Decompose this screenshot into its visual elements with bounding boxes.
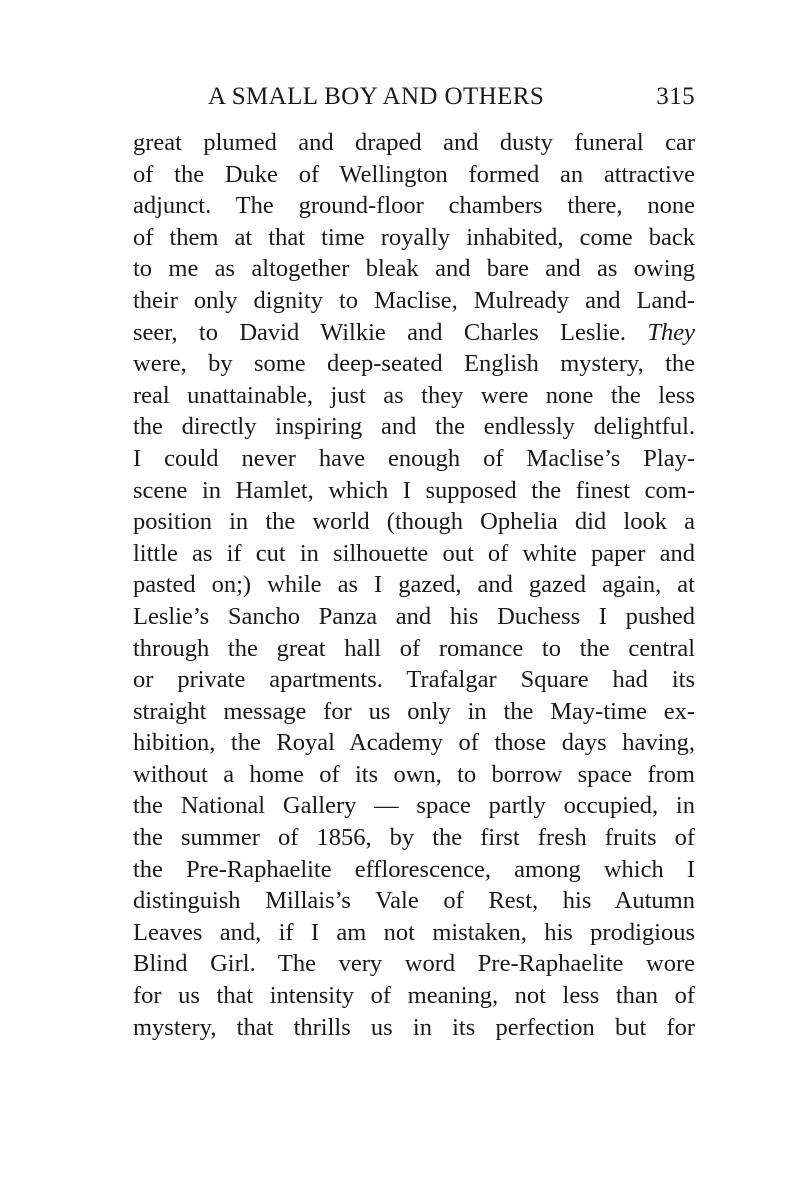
text-line: their only dignity to Maclise, Mulready and Land- [133, 286, 695, 314]
text-line: for us that intensity of meaning, not less than of [133, 982, 695, 1010]
text-line: pasted on;) while as I gazed, and gazed again, at [133, 571, 695, 599]
text-line: hibition, the Royal Academy of those days having, [133, 729, 695, 757]
text-line: Blind Girl. The very word Pre-Raphaelite wore [133, 950, 695, 978]
emphasized-word: They [647, 318, 695, 346]
body-text [133, 127, 695, 1043]
text-line: without a home of its own, to borrow space from [133, 760, 695, 788]
text-line: straight message for us only in the May-time ex- [133, 697, 695, 725]
book-title: A SMALL BOY AND OTHERS [208, 83, 545, 110]
text-line: position in the world (though Ophelia did look a [133, 508, 695, 536]
text-line: I could never have enough of Maclise’s Play- [133, 444, 695, 472]
text-line: of them at that time royally inhabited, come back [133, 223, 695, 251]
text-line: adjunct. The ground-floor chambers there, none [133, 192, 695, 220]
text-line: distinguish Millais’s Vale of Rest, his Autumn [133, 887, 695, 915]
text-line: great plumed and draped and dusty funeral car [133, 129, 695, 156]
text-line: the National Gallery — space partly occupied, in [133, 792, 695, 820]
text-line: the directly inspiring and the endlessly delightful. [133, 413, 695, 441]
text-line [133, 317, 695, 349]
text-segment: seer, to David Wilkie and Charles Leslie. [133, 318, 627, 346]
text-line: the summer of 1856, by the first fresh fruits of [133, 824, 695, 852]
text-line: Leaves and, if I am not mistaken, his prodigious [133, 918, 695, 946]
text-line: the Pre-Raphaelite efflorescence, among which I [133, 855, 695, 883]
text-line: were, by some deep-seated English mystery, the [133, 350, 695, 378]
text-line: Leslie’s Sancho Panza and his Duchess I pushed [133, 602, 695, 630]
running-head [133, 80, 695, 114]
text-line: through the great hall of romance to the central [133, 634, 695, 662]
text-line: to me as altogether bleak and bare and as owing [133, 255, 695, 283]
page-number: 315 [656, 83, 695, 110]
text-line: scene in Hamlet, which I supposed the finest com- [133, 476, 695, 504]
text-line: mystery, that thrills us in its perfection but for [133, 1013, 695, 1041]
text-line: little as if cut in silhouette out of white paper and [133, 539, 695, 567]
text-line: of the Duke of Wellington formed an attractive [133, 160, 695, 188]
text-line: or private apartments. Trafalgar Square had its [133, 666, 695, 694]
text-line: real unattainable, just as they were none the less [133, 381, 695, 409]
